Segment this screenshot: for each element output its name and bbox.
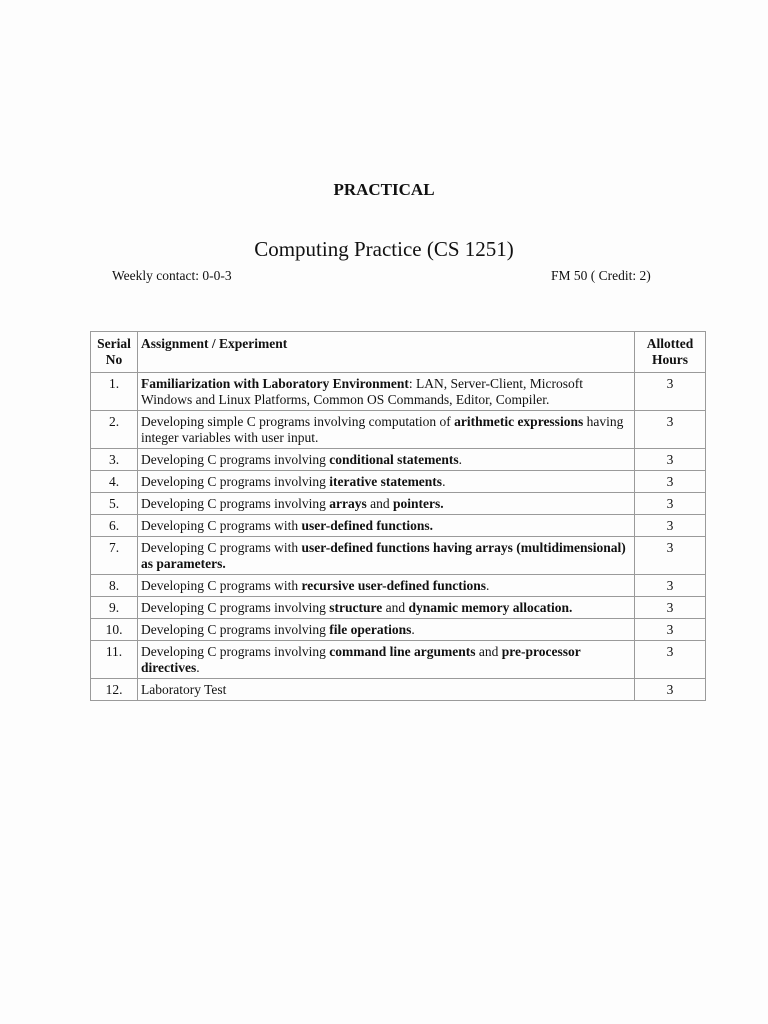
assignment-text: Developing C programs involving bbox=[141, 600, 330, 615]
row-assignment bbox=[138, 411, 635, 449]
row-serial: 12. bbox=[91, 679, 138, 701]
assignment-bold-text: pre-processor directives bbox=[141, 644, 581, 675]
assignment-text: Developing C programs with bbox=[141, 578, 302, 593]
table-row bbox=[91, 411, 706, 449]
table-row bbox=[91, 597, 706, 619]
table-row bbox=[91, 619, 706, 641]
table-row bbox=[91, 575, 706, 597]
assignment-text: . bbox=[196, 660, 200, 675]
row-hours: 3 bbox=[635, 597, 706, 619]
assignment-bold-text: conditional statements bbox=[329, 452, 459, 467]
assignment-bold-text: arrays bbox=[329, 496, 367, 511]
assignment-bold-text: user-defined functions having arrays (multidimensional) as parameters. bbox=[141, 540, 626, 571]
table-row bbox=[91, 493, 706, 515]
assignment-text: . bbox=[458, 452, 462, 467]
row-serial: 6. bbox=[91, 515, 138, 537]
row-serial: 5. bbox=[91, 493, 138, 515]
assignment-text: Developing C programs with bbox=[141, 540, 302, 555]
row-assignment bbox=[138, 537, 635, 575]
assignment-text: Developing simple C programs involving computation of bbox=[141, 414, 455, 429]
row-hours: 3 bbox=[635, 515, 706, 537]
assignment-text: : LAN, Server-Client, Microsoft Windows and Linux Platforms, Common OS Commands, Editor, Compiler. bbox=[141, 376, 583, 407]
row-hours: 3 bbox=[635, 471, 706, 493]
full-marks-credit: FM 50 ( Credit: 2) bbox=[551, 268, 651, 283]
row-serial: 9. bbox=[91, 597, 138, 619]
table-row bbox=[91, 679, 706, 701]
assignment-table bbox=[90, 331, 706, 701]
table-header-row bbox=[91, 332, 706, 373]
course-title: Computing Practice (CS 1251) bbox=[254, 237, 514, 261]
row-serial: 7. bbox=[91, 537, 138, 575]
assignment-text: Developing C programs involving bbox=[141, 496, 330, 511]
assignment-text: Developing C programs involving bbox=[141, 452, 330, 467]
row-assignment bbox=[138, 575, 635, 597]
row-hours: 3 bbox=[635, 411, 706, 449]
row-serial: 11. bbox=[91, 641, 138, 679]
assignment-bold-text: dynamic memory allocation. bbox=[408, 600, 573, 615]
row-serial: 10. bbox=[91, 619, 138, 641]
row-hours: 3 bbox=[635, 641, 706, 679]
assignment-text: Laboratory Test bbox=[141, 682, 227, 697]
table-row bbox=[91, 449, 706, 471]
assignment-text: Developing C programs involving bbox=[141, 644, 330, 659]
header-serial-no: Serial No bbox=[91, 332, 138, 373]
assignment-bold-text: pointers. bbox=[392, 496, 444, 511]
assignment-text: and bbox=[366, 496, 393, 511]
row-serial: 2. bbox=[91, 411, 138, 449]
table-row bbox=[91, 471, 706, 493]
table-row bbox=[91, 515, 706, 537]
assignment-text: . bbox=[485, 578, 490, 593]
section-heading: PRACTICAL bbox=[333, 180, 435, 199]
row-hours: 3 bbox=[635, 575, 706, 597]
row-assignment bbox=[138, 493, 635, 515]
assignment-text: Developing C programs with bbox=[141, 518, 302, 533]
assignment-bold-text: arithmetic expressions bbox=[454, 414, 584, 429]
row-assignment bbox=[138, 641, 635, 679]
assignment-text: having integer variables with user input. bbox=[141, 414, 624, 445]
header-allotted-hours: Allotted Hours bbox=[635, 332, 706, 373]
assignment-bold-text: user-defined functions. bbox=[301, 518, 433, 533]
assignment-bold-text: Familiarization with Laboratory Environment bbox=[141, 376, 409, 391]
row-assignment bbox=[138, 449, 635, 471]
row-assignment bbox=[138, 597, 635, 619]
row-assignment bbox=[138, 515, 635, 537]
table-row bbox=[91, 641, 706, 679]
table-body bbox=[91, 373, 706, 701]
row-hours: 3 bbox=[635, 619, 706, 641]
row-assignment bbox=[138, 619, 635, 641]
row-serial: 1. bbox=[91, 373, 138, 411]
row-serial: 8. bbox=[91, 575, 138, 597]
row-assignment bbox=[138, 471, 635, 493]
weekly-contact: Weekly contact: 0-0-3 bbox=[112, 268, 232, 283]
row-serial: 4. bbox=[91, 471, 138, 493]
row-hours: 3 bbox=[635, 493, 706, 515]
assignment-text: and bbox=[475, 644, 502, 659]
assignment-bold-text: iterative statements bbox=[329, 474, 443, 489]
row-hours: 3 bbox=[635, 373, 706, 411]
assignment-text: . bbox=[442, 474, 446, 489]
row-serial: 3. bbox=[91, 449, 138, 471]
assignment-bold-text: file operations bbox=[329, 622, 412, 637]
row-assignment bbox=[138, 679, 635, 701]
table-row bbox=[91, 373, 706, 411]
assignment-bold-text: structure bbox=[329, 600, 383, 615]
assignment-bold-text: command line arguments bbox=[329, 644, 476, 659]
assignment-text: . bbox=[411, 622, 415, 637]
header-assignment: Assignment / Experiment bbox=[138, 332, 635, 373]
row-assignment bbox=[138, 373, 635, 411]
row-hours: 3 bbox=[635, 537, 706, 575]
assignment-text: Developing C programs involving bbox=[141, 474, 330, 489]
table-row bbox=[91, 537, 706, 575]
assignment-text: and bbox=[382, 600, 409, 615]
row-hours: 3 bbox=[635, 679, 706, 701]
assignment-bold-text: recursive user-defined functions bbox=[301, 578, 486, 593]
assignment-text: Developing C programs involving bbox=[141, 622, 330, 637]
row-hours: 3 bbox=[635, 449, 706, 471]
